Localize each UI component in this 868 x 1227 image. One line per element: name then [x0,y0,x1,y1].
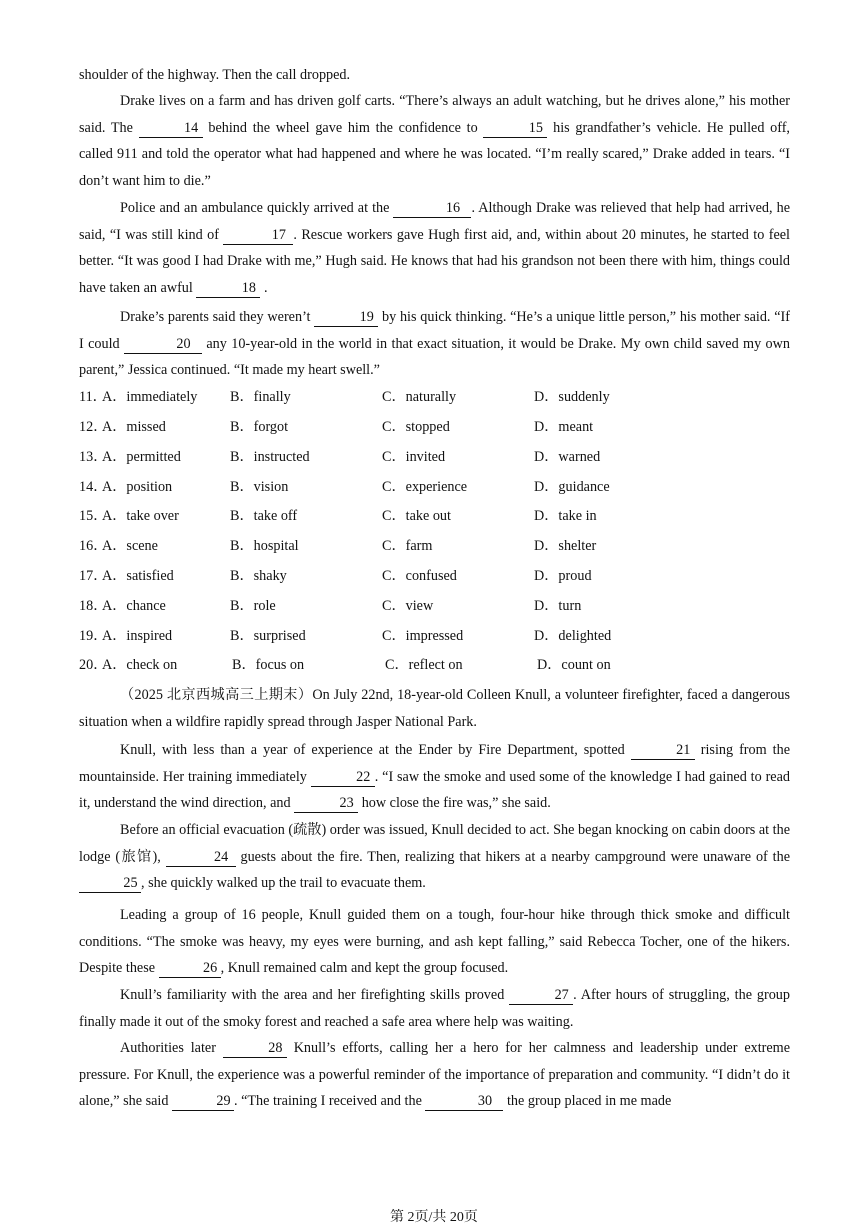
option-d[interactable]: D．proud [534,568,592,584]
blank-28[interactable]: 28 [223,1039,287,1058]
blank-29[interactable]: 29 [172,1092,234,1111]
question-number: 15． [79,508,108,524]
option-c[interactable]: C．stopped [382,419,450,435]
option-c[interactable]: C．naturally [382,389,457,405]
option-c[interactable]: C．invited [382,449,446,465]
text-run: . “The training I received and the [233,1093,426,1110]
text-run: . Although Drake was relieved that help had arrived, he said, “I was still kind of [79,200,790,243]
blank-17[interactable]: 17 [223,226,293,245]
text-run: , she quickly walked up the trail to evacuate them. [141,875,426,892]
text-run: . Rescue workers gave Hugh first aid, and, within about 20 minutes, he started to feel better. “It was good I had Drake with me,” Hugh said. He knows that had his grandson not been there with him, things could have taken an awful [79,226,790,296]
option-c[interactable]: C．farm [382,538,433,554]
text-run: behind the wheel gave him the confidence to [202,119,484,136]
option-d[interactable]: D．suddenly [534,389,610,405]
blank-20[interactable]: 20 [124,335,202,354]
option-a[interactable]: A．missed [102,419,166,435]
option-c[interactable]: C．take out [382,508,451,524]
blank-23[interactable]: 23 [294,794,358,813]
option-a[interactable]: A．immediately [102,389,198,405]
paragraph-knull-spotted [79,737,790,817]
text-run: Before an official evacuation (疏散) order was issued, Knull decided to act. She began knocking on cabin doors at the lodge (旅馆), [79,822,790,865]
text-run: Drake’s parents said they weren’t [120,309,315,325]
paragraph-police-arrive [79,195,790,301]
paragraph-passage-intro [79,682,790,735]
option-c[interactable]: C．confused [382,568,457,584]
blank-22[interactable]: 22 [311,768,375,787]
option-d[interactable]: D．turn [534,598,582,614]
paragraph-drake-farm [79,88,790,194]
option-b[interactable]: B．take off [230,508,298,524]
text-run: Leading a group of 16 people, Knull guided them on a tough, four-hour hike through thick smoke and difficult conditions. “The smoke was heavy, my eyes were burning, and ash kept falling,” said Rebecca Tocher, one of the hikers. Despite these [79,907,790,977]
option-b[interactable]: B．role [230,598,276,614]
option-a[interactable]: A．take over [102,508,179,524]
text-run: by his quick thinking. “He’s a unique little person,” his mother said. “If I could [79,309,790,352]
paragraph-familiarity [79,982,790,1035]
text-run: guests about the fire. Then, realizing that hikers at a nearby campground were unaware of the [235,848,790,865]
paragraph-text: shoulder of the highway. Then the call dropped. [79,67,351,83]
text-run: . [260,279,268,296]
text-run: any 10-year-old in the world in that exact situation, it would be Drake. My own child saved my own parent,” Jessica continued. “It made my heart swell.” [79,335,790,379]
option-b[interactable]: B．shaky [230,568,287,584]
option-c[interactable]: C．experience [382,479,468,495]
option-b[interactable]: B．surprised [230,628,306,644]
option-b[interactable]: B．vision [230,479,289,495]
text-run: , Knull remained calm and kept the group focused. [220,960,509,977]
question-number: 17． [79,568,108,584]
blank-18[interactable]: 18 [196,279,260,298]
option-b[interactable]: B．forgot [230,419,289,435]
option-a[interactable]: A．scene [102,538,158,554]
text-run: the group placed in me made [503,1093,672,1110]
option-d[interactable]: D．count on [537,657,611,673]
paragraph-parents [79,304,790,384]
option-b[interactable]: B．instructed [230,449,310,465]
option-a[interactable]: A．chance [102,598,166,614]
text-run: Knull’s efforts, calling her a hero for her calmness and leadership under extreme pressure. For Knull, the experience was a powerful reminder of the importance of preparation and community. “I didn’t do it alone,” she said [79,1040,791,1110]
text-run: rising from the mountainside. Her training immediately [79,742,790,785]
blank-15[interactable]: 15 [483,119,547,138]
option-d[interactable]: D．delighted [534,628,612,644]
option-c[interactable]: C．view [382,598,434,614]
option-b[interactable]: B．hospital [230,538,299,554]
question-number: 16． [79,538,108,554]
blank-26[interactable]: 26 [159,959,221,978]
paragraph-text: （2025 北京西城高三上期末）On July 22nd, 18-year-old Colleen Knull, a volunteer firefighter, faced a dangerous situation when a wildfire rapidly spread through Jasper National Park. [79,687,790,730]
blank-14[interactable]: 14 [139,119,203,138]
question-number: 14． [79,479,108,495]
text-run: his grandfather’s vehicle. He pulled off, called 911 and told the operator what had happened and where he was located. “I’m really scared,” Drake added in tears. “I don’t want him to die.” [79,119,790,189]
blank-24[interactable]: 24 [166,848,236,867]
text-run: how close the fire was,” she said. [358,795,551,812]
option-a[interactable]: A．permitted [102,449,181,465]
text-run: Police and an ambulance quickly arrived at the [120,200,394,216]
blank-19[interactable]: 19 [314,308,378,327]
option-d[interactable]: D．meant [534,419,594,435]
question-number: 11． [79,389,107,405]
text-run: . “I saw the smoke and used some of the knowledge I had gained to read it, understand the wind direction, and [79,768,790,812]
question-number: 18． [79,598,108,614]
option-c[interactable]: C．reflect on [385,657,463,673]
paragraph-authorities [79,1035,790,1115]
question-number: 20． [79,657,108,673]
paragraph-evacuation [79,817,790,897]
page-footer: 第 2页/共 20页 [390,1210,478,1225]
blank-16[interactable]: 16 [393,199,471,218]
text-run: Drake lives on a farm and has driven golf carts. “There’s always an adult watching, but he drives alone,” his mother said. The [79,93,790,136]
text-run: . After hours of struggling, the group finally made it out of the smoky forest and reached a safe area where help was waiting. [79,987,790,1030]
question-number: 12． [79,419,108,435]
option-d[interactable]: D．warned [534,449,601,465]
option-a[interactable]: A．check on [102,657,178,673]
blank-21[interactable]: 21 [631,741,695,760]
text-run: Knull, with less than a year of experience at the Ender by Fire Department, spotted [120,742,631,758]
option-d[interactable]: D．guidance [534,479,610,495]
option-a[interactable]: A．position [102,479,173,495]
option-d[interactable]: D．shelter [534,538,597,554]
question-number: 13． [79,449,108,465]
blank-30[interactable]: 30 [425,1092,503,1111]
blank-25[interactable]: 25 [79,874,141,893]
question-number: 19． [79,628,108,644]
option-a[interactable]: A．inspired [102,628,173,644]
text-run: Authorities later [120,1040,223,1056]
blank-27[interactable]: 27 [509,986,573,1005]
option-a[interactable]: A．satisfied [102,568,174,584]
option-c[interactable]: C．impressed [382,628,464,644]
option-b[interactable]: B．focus on [232,657,305,673]
paragraph-leading-group [79,902,790,982]
option-b[interactable]: B．finally [230,389,291,405]
paragraph-continuation [79,62,790,89]
text-run: Knull’s familiarity with the area and her firefighting skills proved [120,987,510,1003]
option-d[interactable]: D．take in [534,508,597,524]
